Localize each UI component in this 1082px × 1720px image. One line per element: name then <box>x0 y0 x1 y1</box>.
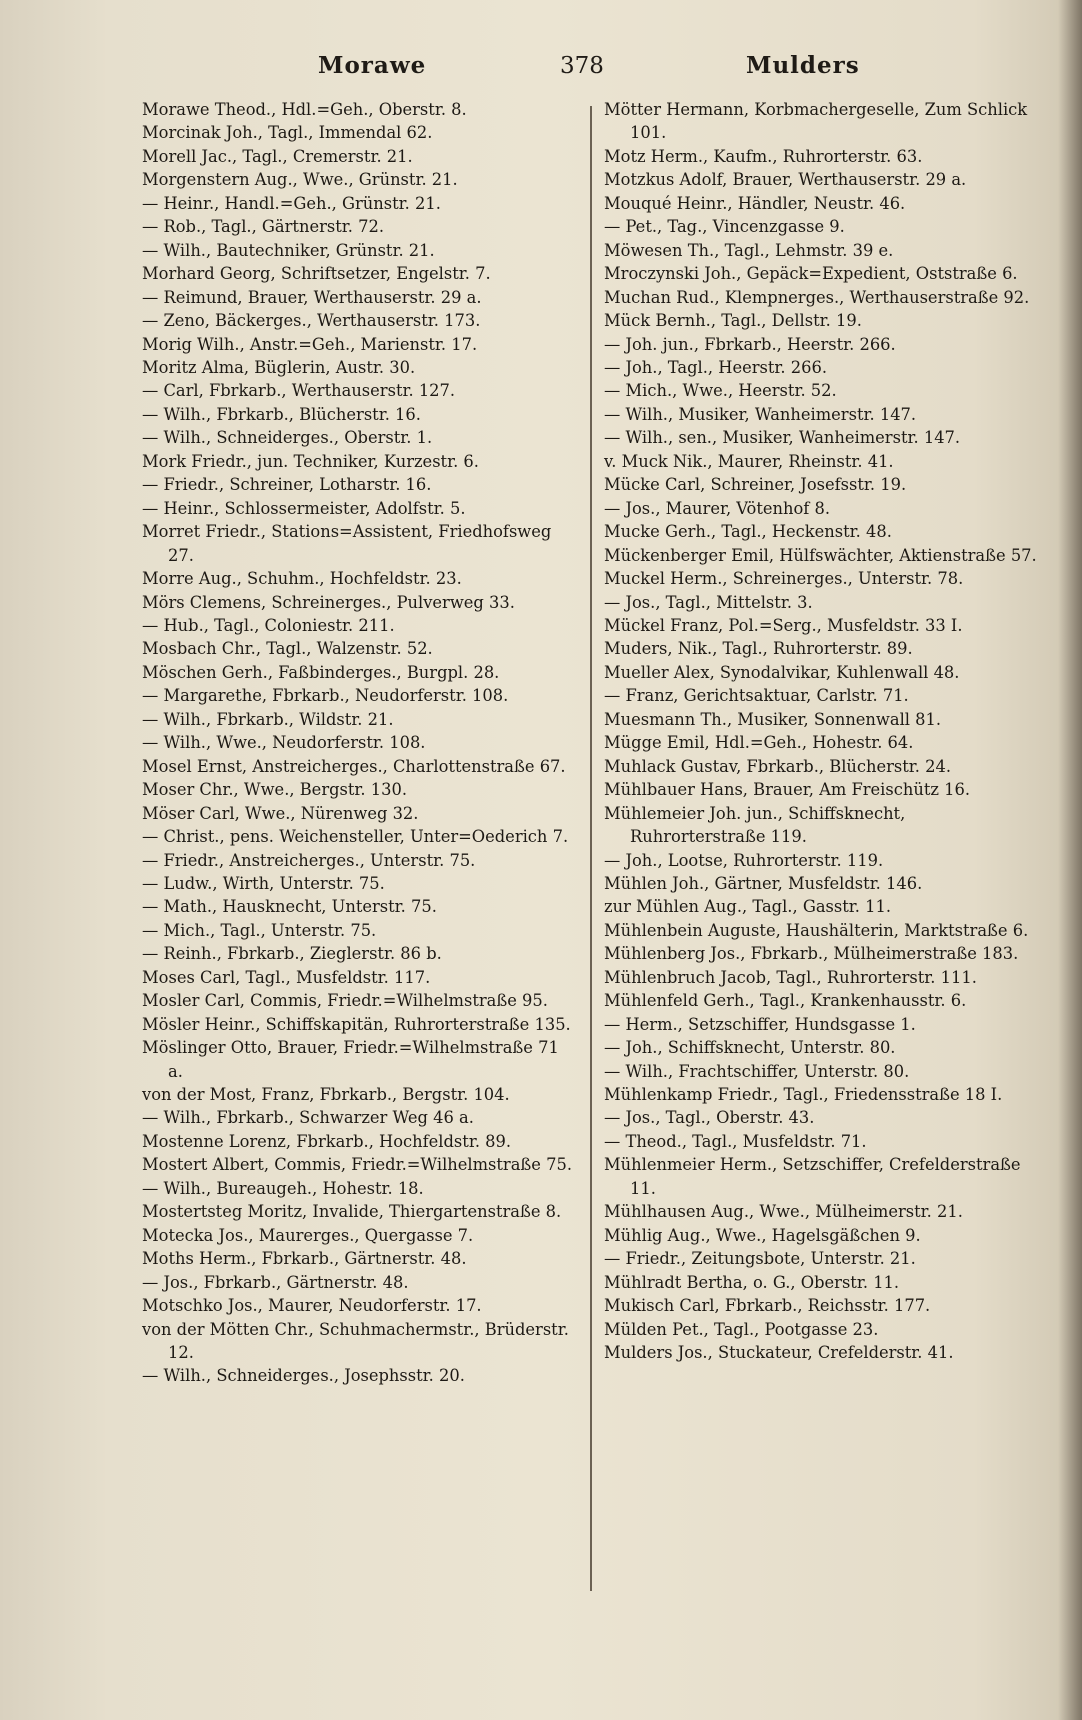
directory-entry: Mühlenberg Jos., Fbrkarb., Mülheimerstraße 183. <box>604 944 1019 964</box>
directory-entry: — Pet., Tag., Vincenzgasse 9. <box>604 217 845 237</box>
directory-entry: Möwesen Th., Tagl., Lehmstr. 39 e. <box>604 240 894 260</box>
directory-entry: Mulders Jos., Stuckateur, Crefelderstr. 41. <box>604 1343 954 1363</box>
directory-entry: Mork Friedr., jun. Techniker, Kurzestr. 6. <box>142 451 479 471</box>
directory-entry: — Wilh., Wwe., Neudorferstr. 108. <box>142 733 426 753</box>
directory-entry: Muckel Herm., Schreinerges., Unterstr. 78. <box>604 569 964 589</box>
directory-entry: — Wilh., Schneiderges., Josephsstr. 20. <box>142 1366 465 1386</box>
directory-entry: — Rob., Tagl., Gärtnerstr. 72. <box>142 217 384 237</box>
directory-entry: — Wilh., Bureaugeh., Hohestr. 18. <box>142 1178 424 1198</box>
directory-entry: Mötter Hermann, Korbmachergeselle, Zum Schlick 101. <box>604 100 1028 143</box>
directory-entry: — Wilh., Fbrkarb., Blücherstr. 16. <box>142 404 421 424</box>
directory-entry: — Wilh., sen., Musiker, Wanheimerstr. 147. <box>604 428 961 448</box>
directory-entry: v. Muck Nik., Maurer, Rheinstr. 41. <box>604 451 894 471</box>
directory-entry: Mueller Alex, Synodalvikar, Kuhlenwall 48. <box>604 662 960 682</box>
directory-entry: Möschen Gerh., Faßbinderges., Burgpl. 28. <box>142 662 500 682</box>
directory-entry: Mückel Franz, Pol.=Serg., Musfeldstr. 33 I. <box>604 615 963 635</box>
directory-entry: — Christ., pens. Weichensteller, Unter=Oederich 7. <box>142 827 569 847</box>
directory-entry: Mostertsteg Moritz, Invalide, Thiergartenstraße 8. <box>142 1202 562 1222</box>
header-right-keyword: Mulders <box>746 52 860 79</box>
directory-entry: Mühlenbruch Jacob, Tagl., Ruhrorterstr. 111. <box>604 967 977 987</box>
directory-entry: — Wilh., Frachtschiffer, Unterstr. 80. <box>604 1061 910 1081</box>
directory-entry: — Friedr., Schreiner, Lotharstr. 16. <box>142 475 432 495</box>
directory-entry: — Joh. jun., Fbrkarb., Heerstr. 266. <box>604 334 896 354</box>
directory-entry: Mühlhausen Aug., Wwe., Mülheimerstr. 21. <box>604 1202 963 1222</box>
directory-entry: Morre Aug., Schuhm., Hochfeldstr. 23. <box>142 569 462 589</box>
directory-entry: Mörs Clemens, Schreinerges., Pulverweg 33. <box>142 592 515 612</box>
directory-entry: Mügge Emil, Hdl.=Geh., Hohestr. 64. <box>604 733 914 753</box>
directory-entry: Mühlenkamp Friedr., Tagl., Friedensstraße 18 I. <box>604 1085 1003 1105</box>
directory-entry: — Carl, Fbrkarb., Werthauserstr. 127. <box>142 381 456 401</box>
directory-entry: Mouqué Heinr., Händler, Neustr. 46. <box>604 193 906 213</box>
directory-entry: — Heinr., Schlossermeister, Adolfstr. 5. <box>142 498 466 518</box>
directory-entry: von der Most, Franz, Fbrkarb., Bergstr. 104. <box>142 1085 510 1105</box>
directory-entry: Morig Wilh., Anstr.=Geh., Marienstr. 17. <box>142 334 478 354</box>
directory-entry: — Friedr., Anstreicherges., Unterstr. 75. <box>142 850 476 870</box>
directory-entry: — Math., Hausknecht, Unterstr. 75. <box>142 897 437 917</box>
directory-entry: — Reinh., Fbrkarb., Zieglerstr. 86 b. <box>142 944 442 964</box>
directory-entry: — Jos., Tagl., Oberstr. 43. <box>604 1108 815 1128</box>
directory-entry: Motschko Jos., Maurer, Neudorferstr. 17. <box>142 1296 482 1316</box>
directory-entry: — Franz, Gerichtsaktuar, Carlstr. 71. <box>604 686 909 706</box>
directory-entry: Mühlenmeier Herm., Setzschiffer, Crefelderstraße 11. <box>604 1155 1021 1198</box>
right-column <box>604 98 1038 1364</box>
directory-entry: Moser Chr., Wwe., Bergstr. 130. <box>142 780 408 800</box>
directory-entry: Mroczynski Joh., Gepäck=Expedient, Oststraße 6. <box>604 264 1018 284</box>
directory-entry: Morcinak Joh., Tagl., Immendal 62. <box>142 123 433 143</box>
directory-entry: Motzkus Adolf, Brauer, Werthauserstr. 29 a. <box>604 170 967 190</box>
directory-entry: Motecka Jos., Maurerges., Quergasse 7. <box>142 1225 474 1245</box>
directory-entry: Möser Carl, Wwe., Nürenweg 32. <box>142 803 419 823</box>
directory-entry: Mostert Albert, Commis, Friedr.=Wilhelmstraße 75. <box>142 1155 573 1175</box>
directory-entry: Mühlig Aug., Wwe., Hagelsgäßchen 9. <box>604 1225 921 1245</box>
directory-entry: Mosbach Chr., Tagl., Walzenstr. 52. <box>142 639 433 659</box>
column-divider <box>590 106 592 1591</box>
directory-entry: — Jos., Maurer, Vötenhof 8. <box>604 498 831 518</box>
directory-entry: Muders, Nik., Tagl., Ruhrorterstr. 89. <box>604 639 913 659</box>
directory-entry: Morret Friedr., Stations=Assistent, Friedhofsweg 27. <box>142 522 552 565</box>
directory-entry: Muchan Rud., Klempnerges., Werthauserstraße 92. <box>604 287 1030 307</box>
directory-entry: von der Mötten Chr., Schuhmachermstr., Brüderstr. 12. <box>142 1319 569 1363</box>
directory-entry: — Joh., Tagl., Heerstr. 266. <box>604 357 827 377</box>
page-number: 378 <box>560 53 604 79</box>
directory-entry: Mühlemeier Joh. jun., Schiffsknecht, Ruhrorterstraße 119. <box>604 803 906 847</box>
directory-entry: Mosler Carl, Commis, Friedr.=Wilhelmstraße 95. <box>142 991 548 1011</box>
directory-entry: zur Mühlen Aug., Tagl., Gasstr. 11. <box>604 897 892 917</box>
directory-entry: Mückenberger Emil, Hülfswächter, Aktienstraße 57. <box>604 545 1037 565</box>
directory-entry: — Heinr., Handl.=Geh., Grünstr. 21. <box>142 193 441 213</box>
directory-entry: — Joh., Schiffsknecht, Unterstr. 80. <box>604 1038 896 1058</box>
directory-entry: Mücke Carl, Schreiner, Josefsstr. 19. <box>604 475 907 495</box>
directory-entry: Mülden Pet., Tagl., Pootgasse 23. <box>604 1319 879 1339</box>
header-left-keyword: Morawe <box>318 52 427 79</box>
directory-entry: — Jos., Fbrkarb., Gärtnerstr. 48. <box>142 1272 409 1292</box>
directory-entry: — Wilh., Bautechniker, Grünstr. 21. <box>142 240 435 260</box>
directory-entry: Muhlack Gustav, Fbrkarb., Blücherstr. 24. <box>604 756 952 776</box>
page-header <box>0 46 1082 86</box>
directory-entry: Mösler Heinr., Schiffskapitän, Ruhrorterstraße 135. <box>142 1014 571 1034</box>
directory-entry: Morhard Georg, Schriftsetzer, Engelstr. 7. <box>142 264 491 284</box>
directory-entry: — Mich., Tagl., Unterstr. 75. <box>142 920 377 940</box>
directory-entry: Morell Jac., Tagl., Cremerstr. 21. <box>142 146 413 166</box>
directory-entry: — Hub., Tagl., Coloniestr. 211. <box>142 615 395 635</box>
directory-entry: — Reimund, Brauer, Werthauserstr. 29 a. <box>142 287 482 307</box>
directory-entry: — Mich., Wwe., Heerstr. 52. <box>604 381 837 401</box>
directory-entry: Mosel Ernst, Anstreicherges., Charlottenstraße 67. <box>142 756 566 776</box>
page-edge-shadow <box>1058 0 1082 1720</box>
directory-entry: Muesmann Th., Musiker, Sonnenwall 81. <box>604 709 942 729</box>
directory-entry: Mühlradt Bertha, o. G., Oberstr. 11. <box>604 1272 900 1292</box>
directory-entry: Moritz Alma, Büglerin, Austr. 30. <box>142 357 416 377</box>
directory-entry: Morawe Theod., Hdl.=Geh., Oberstr. 8. <box>142 100 467 119</box>
directory-entry: Moths Herm., Fbrkarb., Gärtnerstr. 48. <box>142 1249 467 1269</box>
directory-entry: Mühlenbein Auguste, Haushälterin, Marktstraße 6. <box>604 920 1029 940</box>
directory-entry: — Joh., Lootse, Ruhrorterstr. 119. <box>604 850 884 870</box>
directory-entry: — Wilh., Fbrkarb., Wildstr. 21. <box>142 709 394 729</box>
directory-entry: — Ludw., Wirth, Unterstr. 75. <box>142 873 385 893</box>
directory-entry: — Friedr., Zeitungsbote, Unterstr. 21. <box>604 1249 916 1269</box>
directory-entry: — Herm., Setzschiffer, Hundsgasse 1. <box>604 1014 916 1034</box>
directory-entry: Mühlenfeld Gerh., Tagl., Krankenhausstr. 6. <box>604 991 967 1011</box>
directory-entry: — Margarethe, Fbrkarb., Neudorferstr. 108. <box>142 686 509 706</box>
directory-entry: — Theod., Tagl., Musfeldstr. 71. <box>604 1131 867 1151</box>
directory-entry: Mühlbauer Hans, Brauer, Am Freischütz 16. <box>604 780 971 800</box>
directory-entry: — Wilh., Schneiderges., Oberstr. 1. <box>142 428 433 448</box>
directory-entry: Mostenne Lorenz, Fbrkarb., Hochfeldstr. 89. <box>142 1131 512 1151</box>
directory-entry: — Zeno, Bäckerges., Werthauserstr. 173. <box>142 311 481 331</box>
directory-entry: Mück Bernh., Tagl., Dellstr. 19. <box>604 311 862 331</box>
directory-entry: — Jos., Tagl., Mittelstr. 3. <box>604 592 813 612</box>
directory-entry: Möslinger Otto, Brauer, Friedr.=Wilhelmstraße 71 a. <box>142 1038 559 1081</box>
directory-entry: Mucke Gerh., Tagl., Heckenstr. 48. <box>604 522 892 542</box>
directory-entry: Mühlen Joh., Gärtner, Musfeldstr. 146. <box>604 873 923 893</box>
directory-entry: Motz Herm., Kaufm., Ruhrorterstr. 63. <box>604 146 923 166</box>
directory-entry: — Wilh., Musiker, Wanheimerstr. 147. <box>604 404 917 424</box>
left-column <box>142 98 572 1388</box>
directory-entry: Morgenstern Aug., Wwe., Grünstr. 21. <box>142 170 458 190</box>
directory-entry: — Wilh., Fbrkarb., Schwarzer Weg 46 a. <box>142 1108 474 1128</box>
directory-entry: Mukisch Carl, Fbrkarb., Reichsstr. 177. <box>604 1296 931 1316</box>
directory-entry: Moses Carl, Tagl., Musfeldstr. 117. <box>142 967 431 987</box>
